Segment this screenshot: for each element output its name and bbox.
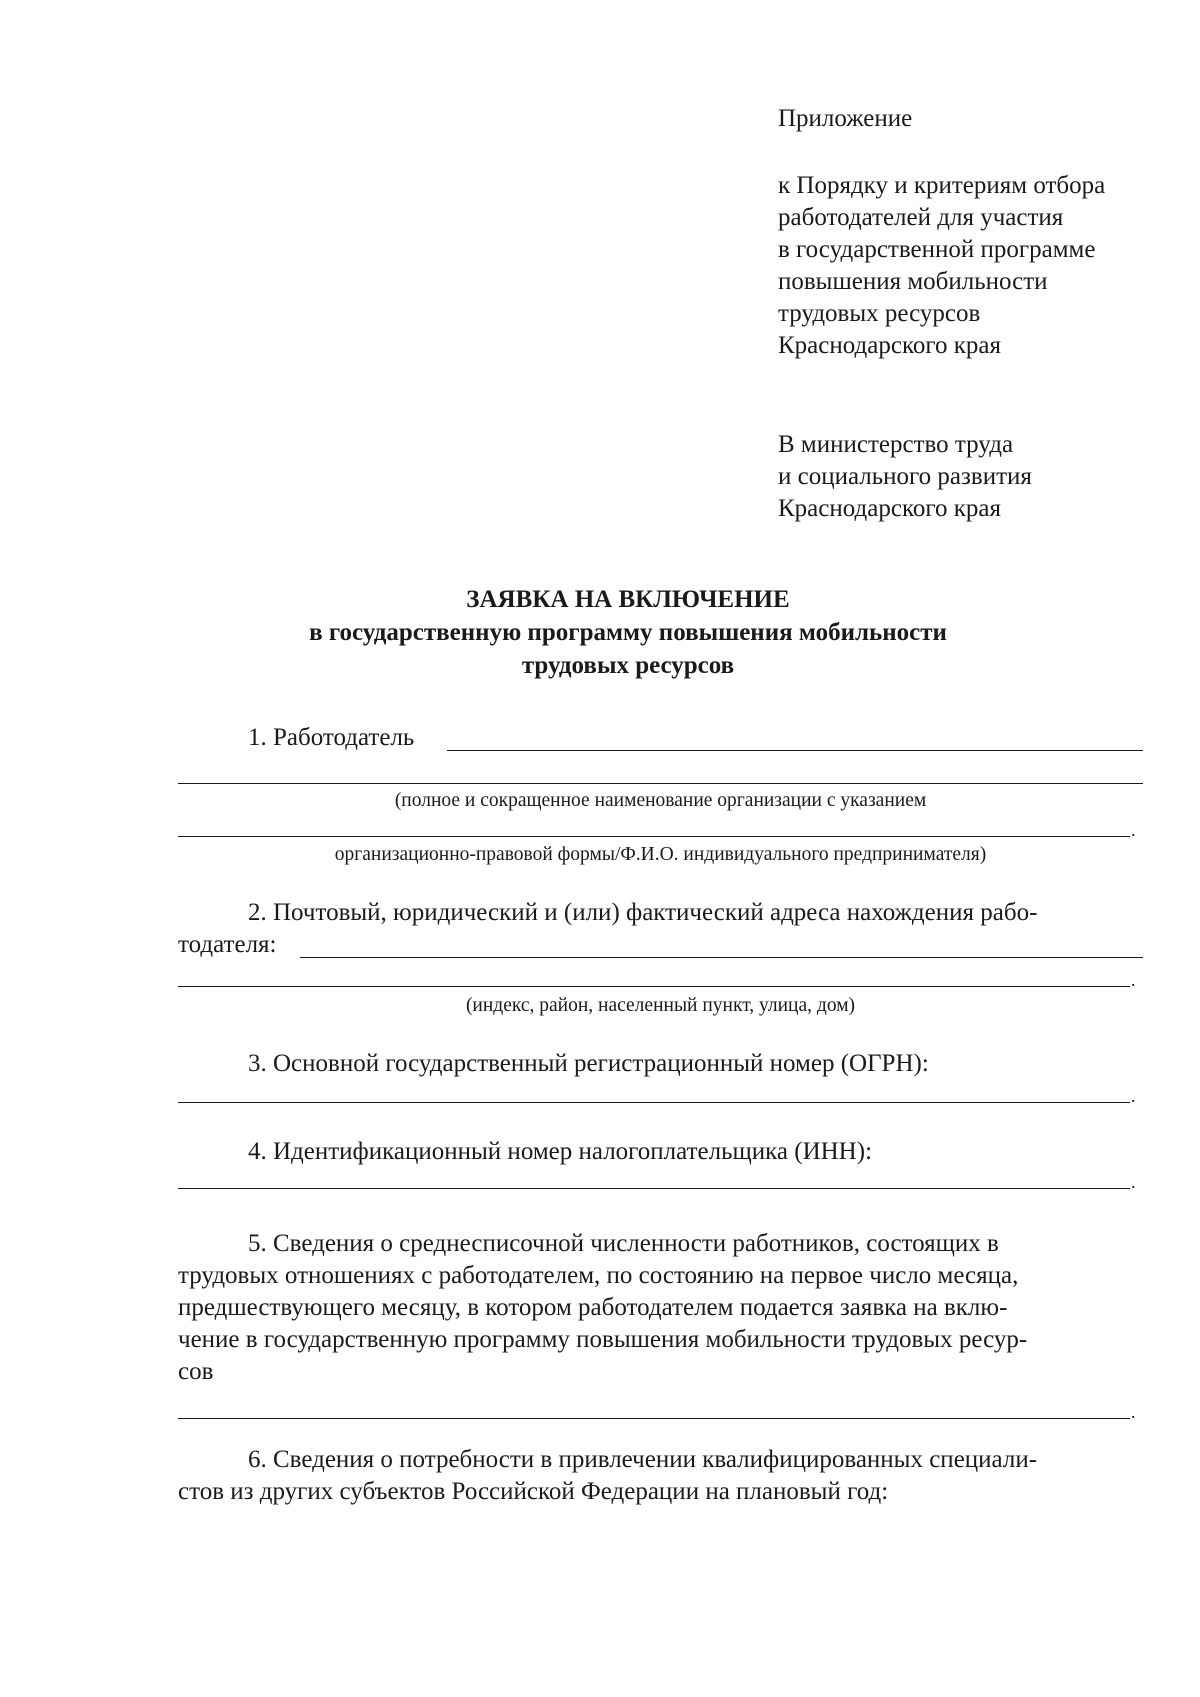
employer-input-line[interactable] <box>178 783 1143 784</box>
document-subtitle-line2: трудовых ресурсов <box>521 652 735 679</box>
need-paragraph <box>178 1444 1143 1508</box>
document-title: ЗАЯВКА НА ВКЛЮЧЕНИЕ <box>466 586 790 613</box>
period-mark: . <box>1131 1402 1136 1422</box>
document-subtitle-line1: в государственную программу повышения мобильности <box>309 619 947 646</box>
period-mark: . <box>1131 1086 1136 1106</box>
addressee-line: В министерство труда <box>778 431 1014 458</box>
period-mark: . <box>1131 820 1136 840</box>
headcount-line: предшествующего месяцу, в котором работодателем подается заявка на вклю- <box>178 1294 1008 1321</box>
employer-hint: организационно-правовой формы/Ф.И.О. индивидуального предпринимателя) <box>334 844 987 865</box>
appendix-title: Приложение <box>778 105 913 132</box>
employer-input-line[interactable] <box>447 750 1143 751</box>
need-line: стов из других субъектов Российской Федерации на плановый год: <box>178 1478 889 1505</box>
addressee-line: и социального развития <box>778 463 1032 490</box>
appendix-ref-line: повышения мобильности <box>778 268 1048 295</box>
appendix-ref-line: Краснодарского края <box>778 332 1001 359</box>
address-input-line[interactable] <box>300 957 1143 958</box>
address-label: 2. Почтовый, юридический и (или) фактический адреса нахождения рабо- <box>248 899 1038 926</box>
ogrn-label: 3. Основной государственный регистрационный номер (ОГРН): <box>248 1050 929 1077</box>
period-mark: . <box>1131 970 1136 990</box>
inn-label: 4. Идентификационный номер налогоплательщика (ИНН): <box>248 1138 873 1165</box>
address-label-cont: тодателя: <box>178 931 277 958</box>
appendix-ref-line: трудовых ресурсов <box>778 300 981 327</box>
employer-label: 1. Работодатель <box>248 724 415 751</box>
appendix-reference <box>778 170 1105 362</box>
addressee-block <box>778 429 1032 525</box>
appendix-ref-line: в государственной программе <box>778 236 1096 263</box>
headcount-input-line[interactable] <box>178 1418 1130 1419</box>
need-line: 6. Сведения о потребности в привлечении квалифицированных специали- <box>248 1446 1038 1473</box>
appendix-ref-line: работодателей для участия <box>778 204 1064 231</box>
headcount-paragraph <box>178 1228 1143 1388</box>
headcount-line: сов <box>178 1358 214 1385</box>
ogrn-input-line[interactable] <box>178 1102 1130 1103</box>
employer-hint: (полное и сокращенное наименование организации с указанием <box>394 790 927 811</box>
addressee-line: Краснодарского края <box>778 495 1001 522</box>
address-hint: (индекс, район, населенный пункт, улица, дом) <box>465 995 856 1016</box>
employer-input-line[interactable] <box>178 836 1130 837</box>
headcount-line: 5. Сведения о среднесписочной численности работников, состоящих в <box>248 1230 999 1257</box>
period-mark: . <box>1131 1172 1136 1192</box>
address-input-line[interactable] <box>178 986 1130 987</box>
inn-input-line[interactable] <box>178 1188 1130 1189</box>
appendix-ref-line: к Порядку и критериям отбора <box>778 172 1106 199</box>
headcount-line: чение в государственную программу повышения мобильности трудовых ресур- <box>178 1326 1028 1353</box>
headcount-line: трудовых отношениях с работодателем, по состоянию на первое число месяца, <box>178 1262 1019 1289</box>
